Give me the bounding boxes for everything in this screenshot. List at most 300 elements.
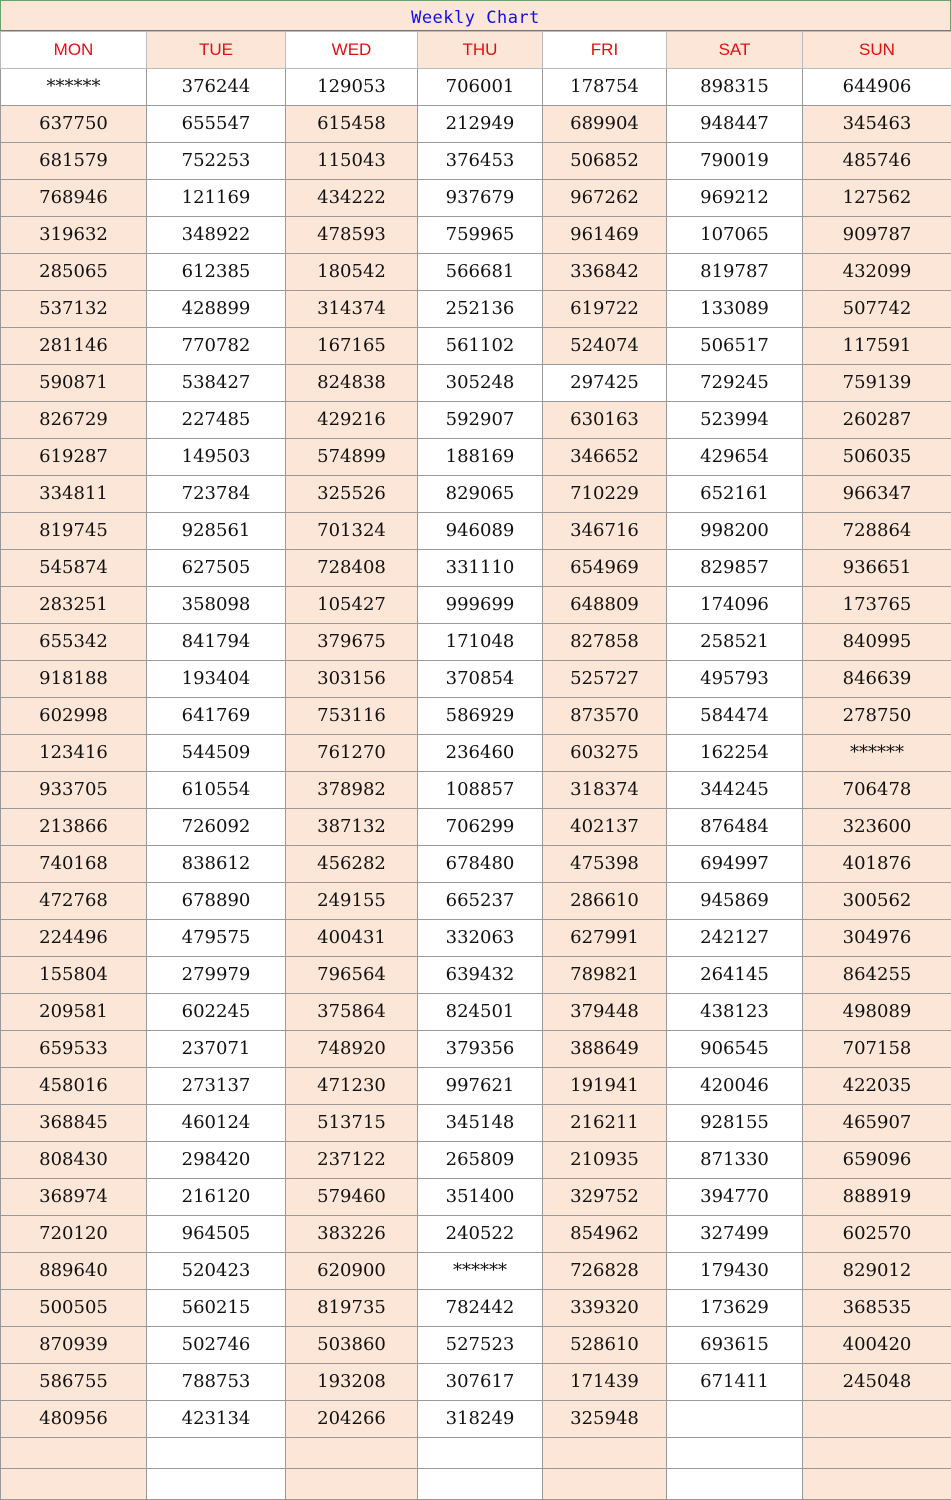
cell-fri: 961469 — [543, 217, 667, 254]
cell-wed: 819735 — [286, 1290, 418, 1327]
cell-fri: 648809 — [543, 587, 667, 624]
cell-sun: 706478 — [803, 772, 951, 809]
header-wed: WED — [286, 32, 418, 69]
table-row — [1, 587, 951, 624]
cell-tue: 723784 — [147, 476, 286, 513]
header-tue: TUE — [147, 32, 286, 69]
cell-tue: 627505 — [147, 550, 286, 587]
cell-sun: 400420 — [803, 1327, 951, 1364]
cell-sat — [667, 1469, 803, 1500]
table-row — [1, 365, 951, 402]
table-row — [1, 1327, 951, 1364]
cell-fri: 528610 — [543, 1327, 667, 1364]
cell-sun: 278750 — [803, 698, 951, 735]
cell-thu: 937679 — [418, 180, 543, 217]
cell-mon: 637750 — [1, 106, 147, 143]
cell-mon: 720120 — [1, 1216, 147, 1253]
cell-sun: 507742 — [803, 291, 951, 328]
cell-sat: 729245 — [667, 365, 803, 402]
cell-wed: 620900 — [286, 1253, 418, 1290]
cell-fri: 967262 — [543, 180, 667, 217]
cell-tue: 428899 — [147, 291, 286, 328]
header-row — [1, 32, 951, 69]
cell-tue: 770782 — [147, 328, 286, 365]
cell-tue: 298420 — [147, 1142, 286, 1179]
cell-thu: 108857 — [418, 772, 543, 809]
table-row — [1, 883, 951, 920]
cell-thu: 759965 — [418, 217, 543, 254]
cell-sat: 420046 — [667, 1068, 803, 1105]
cell-sun: 245048 — [803, 1364, 951, 1401]
cell-fri: 726828 — [543, 1253, 667, 1290]
cell-wed: 314374 — [286, 291, 418, 328]
table-row — [1, 1364, 951, 1401]
cell-sun: 659096 — [803, 1142, 951, 1179]
cell-fri: 336842 — [543, 254, 667, 291]
cell-mon: 480956 — [1, 1401, 147, 1438]
table-row — [1, 1469, 951, 1500]
cell-sat: 790019 — [667, 143, 803, 180]
cell-fri: 619722 — [543, 291, 667, 328]
table-row — [1, 1401, 951, 1438]
cell-fri: 210935 — [543, 1142, 667, 1179]
cell-tue: 928561 — [147, 513, 286, 550]
cell-mon: 619287 — [1, 439, 147, 476]
table-row — [1, 1216, 951, 1253]
cell-mon: 826729 — [1, 402, 147, 439]
cell-fri: 216211 — [543, 1105, 667, 1142]
cell-mon: 155804 — [1, 957, 147, 994]
cell-wed: 503860 — [286, 1327, 418, 1364]
table-row — [1, 1031, 951, 1068]
table-row — [1, 291, 951, 328]
cell-wed: 378982 — [286, 772, 418, 809]
cell-sun: 173765 — [803, 587, 951, 624]
cell-fri: 854962 — [543, 1216, 667, 1253]
cell-thu: 171048 — [418, 624, 543, 661]
cell-tue: 544509 — [147, 735, 286, 772]
cell-sat: 819787 — [667, 254, 803, 291]
cell-sun: 422035 — [803, 1068, 951, 1105]
cell-mon: 808430 — [1, 1142, 147, 1179]
cell-sat — [667, 1401, 803, 1438]
cell-fri: 525727 — [543, 661, 667, 698]
cell-sun — [803, 1469, 951, 1500]
cell-fri: 689904 — [543, 106, 667, 143]
cell-mon: 659533 — [1, 1031, 147, 1068]
cell-tue: 655547 — [147, 106, 286, 143]
cell-thu: 351400 — [418, 1179, 543, 1216]
cell-sat: 179430 — [667, 1253, 803, 1290]
cell-fri: 191941 — [543, 1068, 667, 1105]
table-row — [1, 1253, 951, 1290]
cell-sun: 644906 — [803, 69, 951, 106]
cell-mon: 768946 — [1, 180, 147, 217]
cell-thu: 527523 — [418, 1327, 543, 1364]
cell-sun: 602570 — [803, 1216, 951, 1253]
cell-thu: 782442 — [418, 1290, 543, 1327]
cell-thu: 561102 — [418, 328, 543, 365]
cell-tue: 964505 — [147, 1216, 286, 1253]
cell-mon: 870939 — [1, 1327, 147, 1364]
cell-thu — [418, 1469, 543, 1500]
cell-fri: 178754 — [543, 69, 667, 106]
cell-mon: 819745 — [1, 513, 147, 550]
cell-mon: 740168 — [1, 846, 147, 883]
cell-wed — [286, 1438, 418, 1469]
cell-mon: 545874 — [1, 550, 147, 587]
cell-wed: 325526 — [286, 476, 418, 513]
cell-fri: 402137 — [543, 809, 667, 846]
cell-tue: 602245 — [147, 994, 286, 1031]
cell-fri: 710229 — [543, 476, 667, 513]
table-row — [1, 550, 951, 587]
table-row — [1, 661, 951, 698]
cell-wed: 115043 — [286, 143, 418, 180]
cell-sun: 707158 — [803, 1031, 951, 1068]
cell-sun: 506035 — [803, 439, 951, 476]
cell-wed: 701324 — [286, 513, 418, 550]
cell-tue: 560215 — [147, 1290, 286, 1327]
cell-fri: 339320 — [543, 1290, 667, 1327]
cell-wed: 753116 — [286, 698, 418, 735]
cell-mon: 224496 — [1, 920, 147, 957]
cell-wed: 471230 — [286, 1068, 418, 1105]
cell-fri: 627991 — [543, 920, 667, 957]
cell-mon: 472768 — [1, 883, 147, 920]
cell-fri: 603275 — [543, 735, 667, 772]
cell-tue: 227485 — [147, 402, 286, 439]
table-row — [1, 217, 951, 254]
cell-tue: 678890 — [147, 883, 286, 920]
cell-wed: 434222 — [286, 180, 418, 217]
table-row — [1, 735, 951, 772]
cell-sat — [667, 1438, 803, 1469]
cell-thu: 566681 — [418, 254, 543, 291]
cell-thu: 240522 — [418, 1216, 543, 1253]
cell-mon: 213866 — [1, 809, 147, 846]
header-sun: SUN — [803, 32, 951, 69]
cell-sun: 864255 — [803, 957, 951, 994]
cell-tue: 641769 — [147, 698, 286, 735]
cell-tue: 788753 — [147, 1364, 286, 1401]
cell-mon: 681579 — [1, 143, 147, 180]
cell-fri — [543, 1438, 667, 1469]
cell-fri: 524074 — [543, 328, 667, 365]
cell-fri: 475398 — [543, 846, 667, 883]
cell-fri: 329752 — [543, 1179, 667, 1216]
cell-sat: 898315 — [667, 69, 803, 106]
cell-thu: 376453 — [418, 143, 543, 180]
cell-tue: 149503 — [147, 439, 286, 476]
cell-thu: 379356 — [418, 1031, 543, 1068]
cell-mon: 500505 — [1, 1290, 147, 1327]
cell-fri: 388649 — [543, 1031, 667, 1068]
cell-fri: 325948 — [543, 1401, 667, 1438]
cell-fri: 318374 — [543, 772, 667, 809]
header-sat: SAT — [667, 32, 803, 69]
cell-mon: 586755 — [1, 1364, 147, 1401]
cell-sat: 969212 — [667, 180, 803, 217]
cell-wed: 796564 — [286, 957, 418, 994]
cell-mon: 283251 — [1, 587, 147, 624]
cell-thu: 236460 — [418, 735, 543, 772]
cell-mon: 602998 — [1, 698, 147, 735]
table-row — [1, 1068, 951, 1105]
cell-thu: 252136 — [418, 291, 543, 328]
cell-thu: 639432 — [418, 957, 543, 994]
cell-wed: 429216 — [286, 402, 418, 439]
cell-sun: 888919 — [803, 1179, 951, 1216]
cell-sun: 260287 — [803, 402, 951, 439]
cell-fri: 654969 — [543, 550, 667, 587]
cell-tue — [147, 1438, 286, 1469]
cell-thu: 665237 — [418, 883, 543, 920]
cell-wed: 579460 — [286, 1179, 418, 1216]
table-row — [1, 1438, 951, 1469]
cell-mon: 458016 — [1, 1068, 147, 1105]
cell-wed: 615458 — [286, 106, 418, 143]
cell-tue: 376244 — [147, 69, 286, 106]
cell-wed: 129053 — [286, 69, 418, 106]
cell-sat: 829857 — [667, 550, 803, 587]
cell-fri: 297425 — [543, 365, 667, 402]
cell-thu: 305248 — [418, 365, 543, 402]
cell-sat: 671411 — [667, 1364, 803, 1401]
cell-sun: 117591 — [803, 328, 951, 365]
cell-mon: 334811 — [1, 476, 147, 513]
table-row — [1, 180, 951, 217]
cell-sun: 966347 — [803, 476, 951, 513]
cell-thu: 318249 — [418, 1401, 543, 1438]
cell-wed: 456282 — [286, 846, 418, 883]
cell-thu: 997621 — [418, 1068, 543, 1105]
cell-tue: 479575 — [147, 920, 286, 957]
cell-thu: 678480 — [418, 846, 543, 883]
cell-wed: 180542 — [286, 254, 418, 291]
cell-tue: 612385 — [147, 254, 286, 291]
header-thu: THU — [418, 32, 543, 69]
cell-wed: 761270 — [286, 735, 418, 772]
cell-sat: 506517 — [667, 328, 803, 365]
cell-wed: 379675 — [286, 624, 418, 661]
cell-sun: 465907 — [803, 1105, 951, 1142]
cell-tue: 460124 — [147, 1105, 286, 1142]
cell-mon: 123416 — [1, 735, 147, 772]
cell-wed: 303156 — [286, 661, 418, 698]
cell-sat: 694997 — [667, 846, 803, 883]
cell-wed: 105427 — [286, 587, 418, 624]
cell-sun: 846639 — [803, 661, 951, 698]
cell-thu: 706001 — [418, 69, 543, 106]
cell-mon: 285065 — [1, 254, 147, 291]
cell-thu: 824501 — [418, 994, 543, 1031]
cell-tue: 193404 — [147, 661, 286, 698]
cell-mon: 918188 — [1, 661, 147, 698]
cell-sat: 871330 — [667, 1142, 803, 1179]
cell-mon: 368974 — [1, 1179, 147, 1216]
cell-sat: 394770 — [667, 1179, 803, 1216]
cell-sun: 728864 — [803, 513, 951, 550]
table-row — [1, 994, 951, 1031]
cell-wed: 249155 — [286, 883, 418, 920]
cell-sun: 300562 — [803, 883, 951, 920]
header-fri: FRI — [543, 32, 667, 69]
cell-tue: 216120 — [147, 1179, 286, 1216]
cell-wed: 748920 — [286, 1031, 418, 1068]
cell-thu — [418, 1438, 543, 1469]
table-row — [1, 846, 951, 883]
table-row — [1, 402, 951, 439]
cell-thu: 331110 — [418, 550, 543, 587]
cell-fri: 171439 — [543, 1364, 667, 1401]
cell-fri: 379448 — [543, 994, 667, 1031]
cell-fri: 506852 — [543, 143, 667, 180]
cell-mon: 590871 — [1, 365, 147, 402]
cell-mon: 889640 — [1, 1253, 147, 1290]
cell-mon: 319632 — [1, 217, 147, 254]
cell-wed: 375864 — [286, 994, 418, 1031]
cell-sat: 344245 — [667, 772, 803, 809]
cell-fri — [543, 1469, 667, 1500]
cell-tue: 423134 — [147, 1401, 286, 1438]
cell-thu: 370854 — [418, 661, 543, 698]
cell-mon — [1, 1438, 147, 1469]
table-row — [1, 809, 951, 846]
cell-tue: 841794 — [147, 624, 286, 661]
cell-wed: 574899 — [286, 439, 418, 476]
cell-sun: 936651 — [803, 550, 951, 587]
cell-tue: 273137 — [147, 1068, 286, 1105]
table-row — [1, 328, 951, 365]
cell-thu: 345148 — [418, 1105, 543, 1142]
cell-sat: 584474 — [667, 698, 803, 735]
cell-sat: 174096 — [667, 587, 803, 624]
header-mon: MON — [1, 32, 147, 69]
cell-tue: 279979 — [147, 957, 286, 994]
cell-tue: 752253 — [147, 143, 286, 180]
cell-sun: 432099 — [803, 254, 951, 291]
cell-fri: 827858 — [543, 624, 667, 661]
table-row — [1, 476, 951, 513]
cell-thu: 212949 — [418, 106, 543, 143]
cell-tue: 358098 — [147, 587, 286, 624]
cell-sat: 173629 — [667, 1290, 803, 1327]
cell-mon: 281146 — [1, 328, 147, 365]
cell-sun: 498089 — [803, 994, 951, 1031]
cell-sat: 133089 — [667, 291, 803, 328]
cell-sat: 945869 — [667, 883, 803, 920]
cell-fri: 630163 — [543, 402, 667, 439]
cell-thu: 307617 — [418, 1364, 543, 1401]
cell-tue — [147, 1469, 286, 1500]
cell-sat: 162254 — [667, 735, 803, 772]
cell-sat: 258521 — [667, 624, 803, 661]
cell-fri: 789821 — [543, 957, 667, 994]
cell-sun: 829012 — [803, 1253, 951, 1290]
cell-sat: 693615 — [667, 1327, 803, 1364]
cell-mon: 368845 — [1, 1105, 147, 1142]
cell-tue: 348922 — [147, 217, 286, 254]
table-row — [1, 624, 951, 661]
cell-thu: 829065 — [418, 476, 543, 513]
cell-tue: 502746 — [147, 1327, 286, 1364]
cell-tue: 538427 — [147, 365, 286, 402]
cell-tue: 121169 — [147, 180, 286, 217]
cell-thu: 946089 — [418, 513, 543, 550]
table-row — [1, 772, 951, 809]
cell-tue: 838612 — [147, 846, 286, 883]
cell-thu: 586929 — [418, 698, 543, 735]
cell-sun: ****** — [803, 735, 951, 772]
table-row — [1, 254, 951, 291]
cell-sun: 304976 — [803, 920, 951, 957]
cell-tue: 726092 — [147, 809, 286, 846]
cell-thu: 332063 — [418, 920, 543, 957]
cell-wed: 400431 — [286, 920, 418, 957]
table-row — [1, 439, 951, 476]
table-row — [1, 1290, 951, 1327]
cell-wed: 513715 — [286, 1105, 418, 1142]
table-row — [1, 957, 951, 994]
cell-sat: 429654 — [667, 439, 803, 476]
cell-thu: 999699 — [418, 587, 543, 624]
cell-sun: 759139 — [803, 365, 951, 402]
cell-sat: 928155 — [667, 1105, 803, 1142]
cell-sat: 438123 — [667, 994, 803, 1031]
cell-wed: 478593 — [286, 217, 418, 254]
table-row — [1, 920, 951, 957]
cell-thu: 706299 — [418, 809, 543, 846]
cell-sun: 368535 — [803, 1290, 951, 1327]
cell-tue: 520423 — [147, 1253, 286, 1290]
table-row — [1, 69, 951, 106]
cell-fri: 286610 — [543, 883, 667, 920]
cell-mon: 655342 — [1, 624, 147, 661]
table-row — [1, 1142, 951, 1179]
cell-sat: 906545 — [667, 1031, 803, 1068]
cell-sat: 264145 — [667, 957, 803, 994]
cell-sun: 909787 — [803, 217, 951, 254]
table-body — [1, 69, 951, 1500]
cell-sat: 107065 — [667, 217, 803, 254]
cell-thu: ****** — [418, 1253, 543, 1290]
table-row — [1, 1179, 951, 1216]
chart-title: Weekly Chart — [0, 0, 951, 31]
cell-thu: 592907 — [418, 402, 543, 439]
cell-sat: 998200 — [667, 513, 803, 550]
table-row — [1, 106, 951, 143]
cell-sat: 523994 — [667, 402, 803, 439]
cell-sun — [803, 1401, 951, 1438]
cell-sun: 401876 — [803, 846, 951, 883]
cell-thu: 265809 — [418, 1142, 543, 1179]
table-row — [1, 698, 951, 735]
cell-sat: 495793 — [667, 661, 803, 698]
cell-thu: 188169 — [418, 439, 543, 476]
cell-wed: 204266 — [286, 1401, 418, 1438]
cell-sat: 242127 — [667, 920, 803, 957]
cell-wed: 728408 — [286, 550, 418, 587]
cell-wed: 193208 — [286, 1364, 418, 1401]
cell-sat: 948447 — [667, 106, 803, 143]
cell-mon: 209581 — [1, 994, 147, 1031]
cell-wed: 383226 — [286, 1216, 418, 1253]
cell-sat: 652161 — [667, 476, 803, 513]
cell-mon: ****** — [1, 69, 147, 106]
cell-sun: 323600 — [803, 809, 951, 846]
cell-wed: 387132 — [286, 809, 418, 846]
